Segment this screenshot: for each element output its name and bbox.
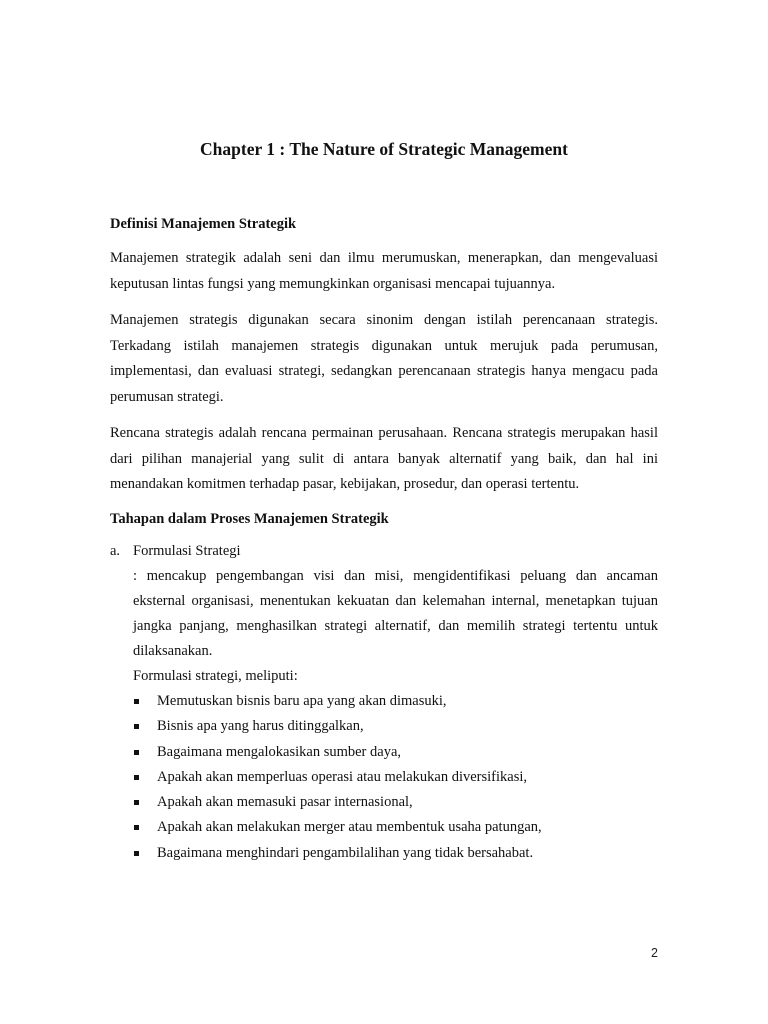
list-item-text: Memutuskan bisnis baru apa yang akan dimasuki,: [157, 693, 447, 709]
stage-a: [110, 539, 658, 867]
square-bullet-icon: [133, 740, 157, 765]
square-bullet-icon: [133, 790, 157, 815]
list-item-text: Apakah akan memperluas operasi atau melakukan diversifikasi,: [157, 768, 528, 785]
stage-list-intro: Formulasi strategi, meliputi:: [133, 667, 298, 684]
list-item: [133, 815, 658, 840]
chapter-title: Chapter 1 : The Nature of Strategic Management: [200, 139, 568, 159]
list-item: [133, 765, 658, 790]
list-item-text: Apakah akan melakukan merger atau membentuk usaha patungan,: [157, 819, 542, 836]
list-item-text: Apakah akan memasuki pasar internasional,: [157, 794, 413, 811]
list-item-text: Bagaimana menghindari pengambilalihan yang tidak bersahabat.: [157, 844, 534, 861]
list-item: [133, 841, 658, 866]
square-bullet-icon: [133, 841, 157, 866]
square-bullet-icon: [133, 689, 157, 714]
square-bullet-icon: [133, 765, 157, 790]
page-content: [110, 136, 658, 866]
list-item: [133, 714, 658, 739]
list-item: [133, 790, 658, 815]
stage-description: : mencakup pengembangan visi dan misi, mengidentifikasi peluang dan ancaman eksternal organisasi, menentukan kekuatan dan kelemahan internal, menetapkan tujuan jangka panjang, menghasilkan strategi alternatif, dan memilih strategi tertentu untuk dilaksanakan.: [133, 567, 658, 659]
square-bullet-icon: [133, 815, 157, 840]
list-item: [133, 740, 658, 765]
stage-marker: a.: [110, 542, 121, 559]
list-item-text: Bisnis apa yang harus ditinggalkan,: [157, 718, 364, 735]
bullet-list: [133, 689, 658, 866]
stage-a-body: [133, 539, 658, 867]
list-item: [133, 689, 658, 714]
square-bullet-icon: [133, 714, 157, 739]
list-item-text: Bagaimana mengalokasikan sumber daya,: [157, 743, 402, 760]
section-heading-tahapan: Tahapan dalam Proses Manajemen Strategik: [110, 510, 389, 527]
page-number: 2: [651, 946, 658, 960]
stage-title: Formulasi Strategi: [133, 542, 241, 559]
paragraph-3: Rencana strategis adalah rencana permainan perusahaan. Rencana strategis merupakan hasil dari pilihan manajerial yang sulit di antara banyak alternatif yang baik, dan hal ini menandakan komitmen terhadap pasar, kebijakan, prosedur, dan operasi tertentu.: [110, 425, 658, 492]
paragraph-1: Manajemen strategik adalah seni dan ilmu merumuskan, menerapkan, dan mengevaluasi keputusan lintas fungsi yang memungkinkan organisasi mencapai tujuannya.: [110, 250, 658, 292]
section-heading-definisi: Definisi Manajemen Strategik: [110, 216, 297, 232]
paragraph-2: Manajemen strategis digunakan secara sinonim dengan istilah perencanaan strategis. Terkadang istilah manajemen strategis digunakan untuk merujuk pada perumusan, implementasi, dan evaluasi strategi, sedangkan perencanaan strategis hanya mengacu pada perumusan strategi.: [110, 312, 658, 405]
